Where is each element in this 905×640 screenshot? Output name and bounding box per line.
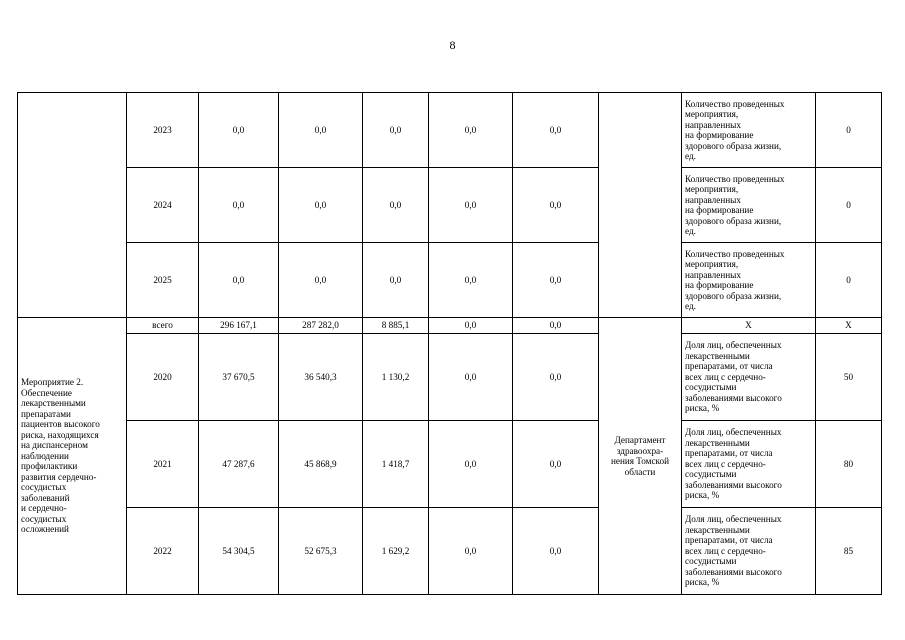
table-row [18, 93, 882, 168]
amount-cell: 0,0 [279, 168, 363, 243]
amount-cell: 1 418,7 [363, 421, 429, 508]
amount-cell: 296 167,1 [199, 318, 279, 334]
amount-cell: 0,0 [199, 168, 279, 243]
amount-cell: 8 885,1 [363, 318, 429, 334]
amount-cell: 0,0 [199, 243, 279, 318]
measure-name-empty [18, 93, 127, 318]
amount-cell: 0,0 [513, 508, 599, 595]
table-row-total [18, 318, 882, 334]
amount-cell: 0,0 [513, 334, 599, 421]
amount-cell: 0,0 [429, 93, 513, 168]
amount-cell: 45 868,9 [279, 421, 363, 508]
indicator-cell: Количество проведенных мероприятия, направленных на формирование здорового образа жизни, ед. [682, 168, 816, 243]
amount-cell: 47 287,6 [199, 421, 279, 508]
amount-cell: 0,0 [429, 421, 513, 508]
indicator-cell: Доля лиц, обеспеченных лекарственными препаратами, от числа всех лиц с сердечно- сосудистыми заболеваниями высокого риска, % [682, 508, 816, 595]
amount-cell: 0,0 [363, 243, 429, 318]
measure-name: Мероприятие 2. Обеспечение лекарственными препаратами пациентов высокого риска, находящихся на диспансерном наблюдении профилактики развития сердечно- сосудистых заболеваний и сердечно- сосудистых осложнений [18, 318, 127, 595]
amount-cell: 0,0 [429, 334, 513, 421]
indicator-cell: X [682, 318, 816, 334]
indicator-value-cell: 0 [816, 93, 882, 168]
amount-cell: 0,0 [429, 243, 513, 318]
page-number: 8 [449, 38, 456, 52]
amount-cell: 54 304,5 [199, 508, 279, 595]
year-cell: всего [127, 318, 199, 334]
amount-cell: 287 282,0 [279, 318, 363, 334]
indicator-cell: Количество проведенных мероприятия, направленных на формирование здорового образа жизни, ед. [682, 243, 816, 318]
amount-cell: 0,0 [429, 508, 513, 595]
table-row [18, 334, 882, 421]
amount-cell: 36 540,3 [279, 334, 363, 421]
executor-cell: Департамент здравоохра- нения Томской области [599, 318, 682, 595]
amount-cell: 0,0 [429, 168, 513, 243]
indicator-cell: Доля лиц, обеспеченных лекарственными препаратами, от числа всех лиц с сердечно- сосудистыми заболеваниями высокого риска, % [682, 334, 816, 421]
year-cell: 2025 [127, 243, 199, 318]
amount-cell: 0,0 [363, 168, 429, 243]
indicator-value-cell: 50 [816, 334, 882, 421]
amount-cell: 0,0 [363, 93, 429, 168]
table-row [18, 168, 882, 243]
year-cell: 2020 [127, 334, 199, 421]
program-table [17, 92, 882, 595]
indicator-value-cell: X [816, 318, 882, 334]
indicator-value-cell: 0 [816, 168, 882, 243]
year-cell: 2022 [127, 508, 199, 595]
table-row [18, 243, 882, 318]
year-cell: 2024 [127, 168, 199, 243]
amount-cell: 0,0 [513, 421, 599, 508]
indicator-cell: Количество проведенных мероприятия, направленных на формирование здорового образа жизни, ед. [682, 93, 816, 168]
indicator-value-cell: 80 [816, 421, 882, 508]
table-row [18, 508, 882, 595]
year-cell: 2021 [127, 421, 199, 508]
amount-cell: 0,0 [429, 318, 513, 334]
amount-cell: 0,0 [513, 318, 599, 334]
amount-cell: 52 675,3 [279, 508, 363, 595]
amount-cell: 37 670,5 [199, 334, 279, 421]
table-row [18, 421, 882, 508]
amount-cell: 0,0 [279, 93, 363, 168]
amount-cell: 0,0 [513, 243, 599, 318]
indicator-value-cell: 0 [816, 243, 882, 318]
amount-cell: 1 629,2 [363, 508, 429, 595]
executor-empty [599, 93, 682, 318]
amount-cell: 0,0 [279, 243, 363, 318]
amount-cell: 0,0 [513, 168, 599, 243]
amount-cell: 0,0 [199, 93, 279, 168]
amount-cell: 0,0 [513, 93, 599, 168]
indicator-value-cell: 85 [816, 508, 882, 595]
indicator-cell: Доля лиц, обеспеченных лекарственными препаратами, от числа всех лиц с сердечно- сосудистыми заболеваниями высокого риска, % [682, 421, 816, 508]
year-cell: 2023 [127, 93, 199, 168]
amount-cell: 1 130,2 [363, 334, 429, 421]
